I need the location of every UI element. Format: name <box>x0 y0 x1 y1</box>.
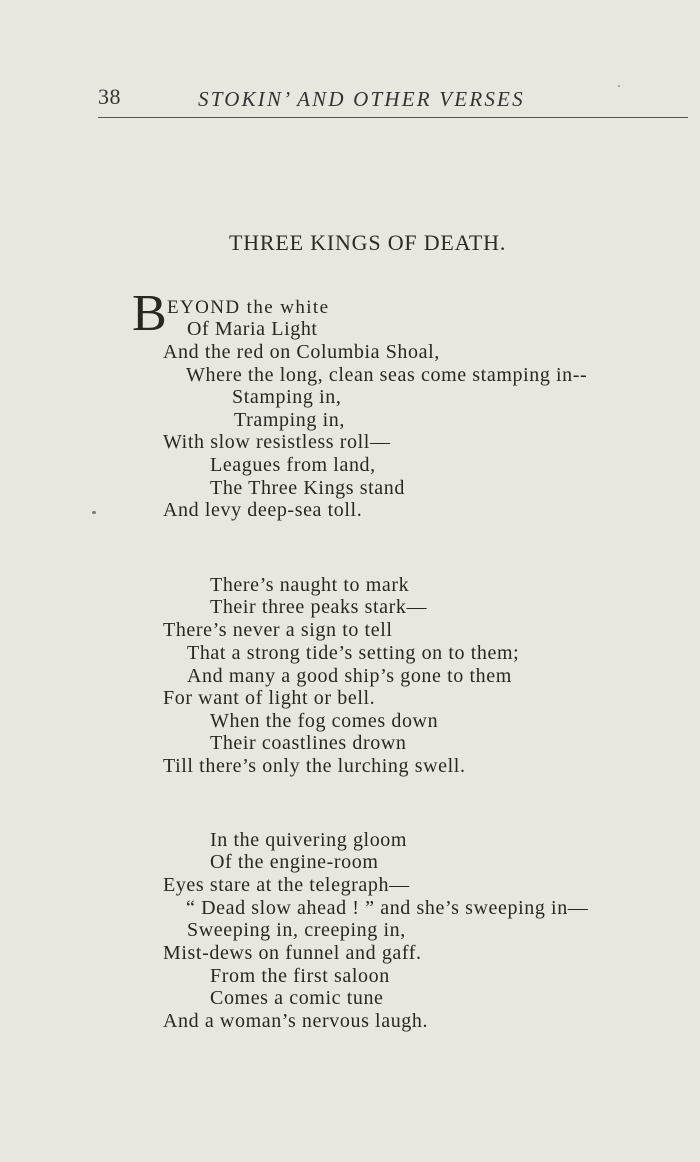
page-header <box>98 84 688 114</box>
poem-line: For want of light or bell. <box>163 687 376 709</box>
poem-line: “ Dead slow ahead ! ” and she’s sweeping in— <box>186 897 589 919</box>
poem-line: The Three Kings stand <box>210 477 405 499</box>
poem-line: In the quivering gloom <box>210 829 408 851</box>
poem-line: And the red on Columbia Shoal, <box>163 341 440 363</box>
poem-title: THREE KINGS OF DEATH. <box>229 230 507 255</box>
poem-line: Stamping in, <box>232 386 342 408</box>
poem-line: Tramping in, <box>234 409 345 431</box>
poem-line: Eyes stare at the telegraph— <box>163 874 410 896</box>
paper-speck <box>618 85 620 87</box>
poem-line: Till there’s only the lurching swell. <box>163 755 466 777</box>
header-rule <box>98 117 688 118</box>
running-title: STOKIN’ AND OTHER VERSES <box>198 87 525 111</box>
poem-line: And levy deep-sea toll. <box>163 499 363 521</box>
poem-line: With slow resistless roll— <box>163 431 391 453</box>
poem-line: Of the engine-room <box>210 851 379 873</box>
poem-line: EYOND the white <box>167 297 330 318</box>
poem-line: Comes a comic tune <box>210 987 384 1009</box>
poem-line: When the fog comes down <box>210 710 439 732</box>
page-number: 38 <box>98 84 121 109</box>
poem-line: Mist-dews on funnel and gaff. <box>163 942 422 964</box>
poem-line: Where the long, clean seas come stamping in-- <box>186 364 588 386</box>
poem-line: That a strong tide’s setting on to them; <box>187 642 520 664</box>
poem-line: From the first saloon <box>210 965 390 987</box>
poem-line: Sweeping in, creeping in, <box>187 919 406 941</box>
poem-line: There’s naught to mark <box>210 574 410 596</box>
poem-line: And many a good ship’s gone to them <box>187 665 512 687</box>
poem-line: Of Maria Light <box>187 318 318 340</box>
drop-cap: B <box>132 285 167 342</box>
poem-line: Leagues from land, <box>210 454 376 476</box>
poem-line: Their coastlines drown <box>210 732 407 754</box>
poem-line: Their three peaks stark— <box>210 596 428 618</box>
poem-line: There’s never a sign to tell <box>163 619 393 641</box>
paper-speck <box>92 511 96 514</box>
poem-line: And a woman’s nervous laugh. <box>163 1010 429 1032</box>
